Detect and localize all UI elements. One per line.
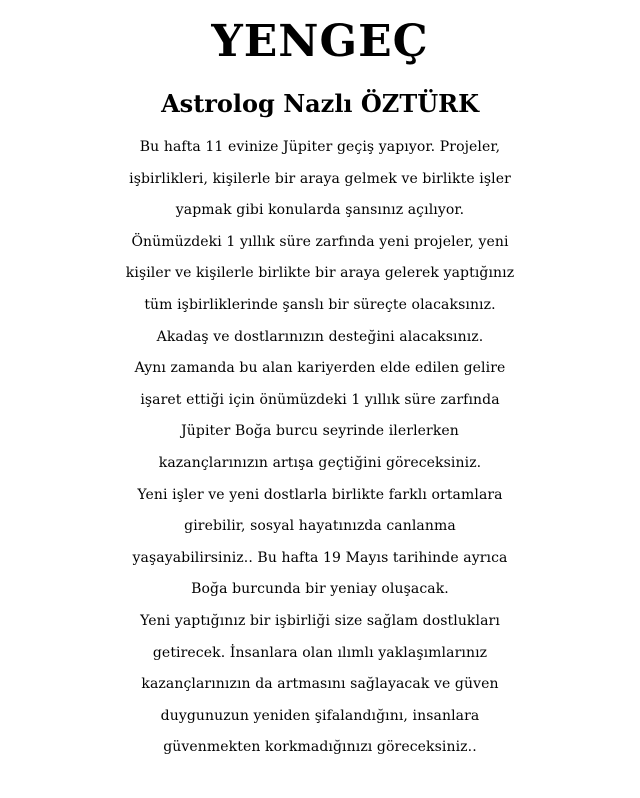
text-line: girebilir, sosyal hayatınızda canlanma bbox=[184, 518, 456, 535]
text-line: Aynı zamanda bu alan kariyerden elde edilen gelire bbox=[134, 360, 506, 377]
text-line: yapmak gibi konularda şansınız açılıyor. bbox=[175, 202, 465, 219]
text-line: Boğa burcunda bir yeniay oluşacak. bbox=[191, 581, 449, 598]
text-line: Jüpiter Boğa burcu seyrinde ilerlerken bbox=[181, 423, 459, 440]
text-line: işaret ettiği için önümüzdeki 1 yıllık süre zarfında bbox=[140, 391, 500, 408]
horoscope-text bbox=[0, 132, 640, 764]
text-line: tüm işbirliklerinde şanslı bir süreçte olacaksınız. bbox=[144, 296, 496, 313]
text-line: Akadaş ve dostlarınızın desteğini alacaksınız. bbox=[156, 328, 484, 345]
text-line: kişiler ve kişilerle birlikte bir araya gelerek yaptığınız bbox=[125, 265, 515, 282]
text-line: getirecek. İnsanlara olan ılımlı yaklaşımlarınız bbox=[152, 644, 488, 661]
text-line: güvenmekten korkmadığınızı göreceksiniz.. bbox=[163, 739, 477, 756]
text-line: kazançlarınızın da artmasını sağlayacak ve güven bbox=[141, 676, 499, 693]
author-name: Astrolog Nazlı ÖZTÜRK bbox=[161, 89, 479, 118]
text-line: duygunuzun yeniden şifalandığını, insanlara bbox=[160, 707, 480, 724]
text-line: kazançlarınızın artışa geçtiğini göreceksiniz. bbox=[158, 454, 482, 471]
text-line: yaşayabilirsiniz.. Bu hafta 19 Mayıs tarihinde ayrıca bbox=[132, 549, 508, 566]
text-line: Önümüzdeki 1 yıllık süre zarfında yeni projeler, yeni bbox=[131, 233, 509, 250]
page-title: YENGEÇ bbox=[211, 16, 429, 67]
text-line: işbirlikleri, kişilerle bir araya gelmek ve birlikte işler bbox=[129, 170, 511, 187]
text-line: Bu hafta 11 evinize Jüpiter geçiş yapıyor. Projeler, bbox=[139, 139, 501, 155]
text-line: Yeni işler ve yeni dostlarla birlikte farklı ortamlara bbox=[137, 486, 503, 503]
text-line: Yeni yaptığınız bir işbirliği size sağlam dostlukları bbox=[140, 612, 500, 629]
